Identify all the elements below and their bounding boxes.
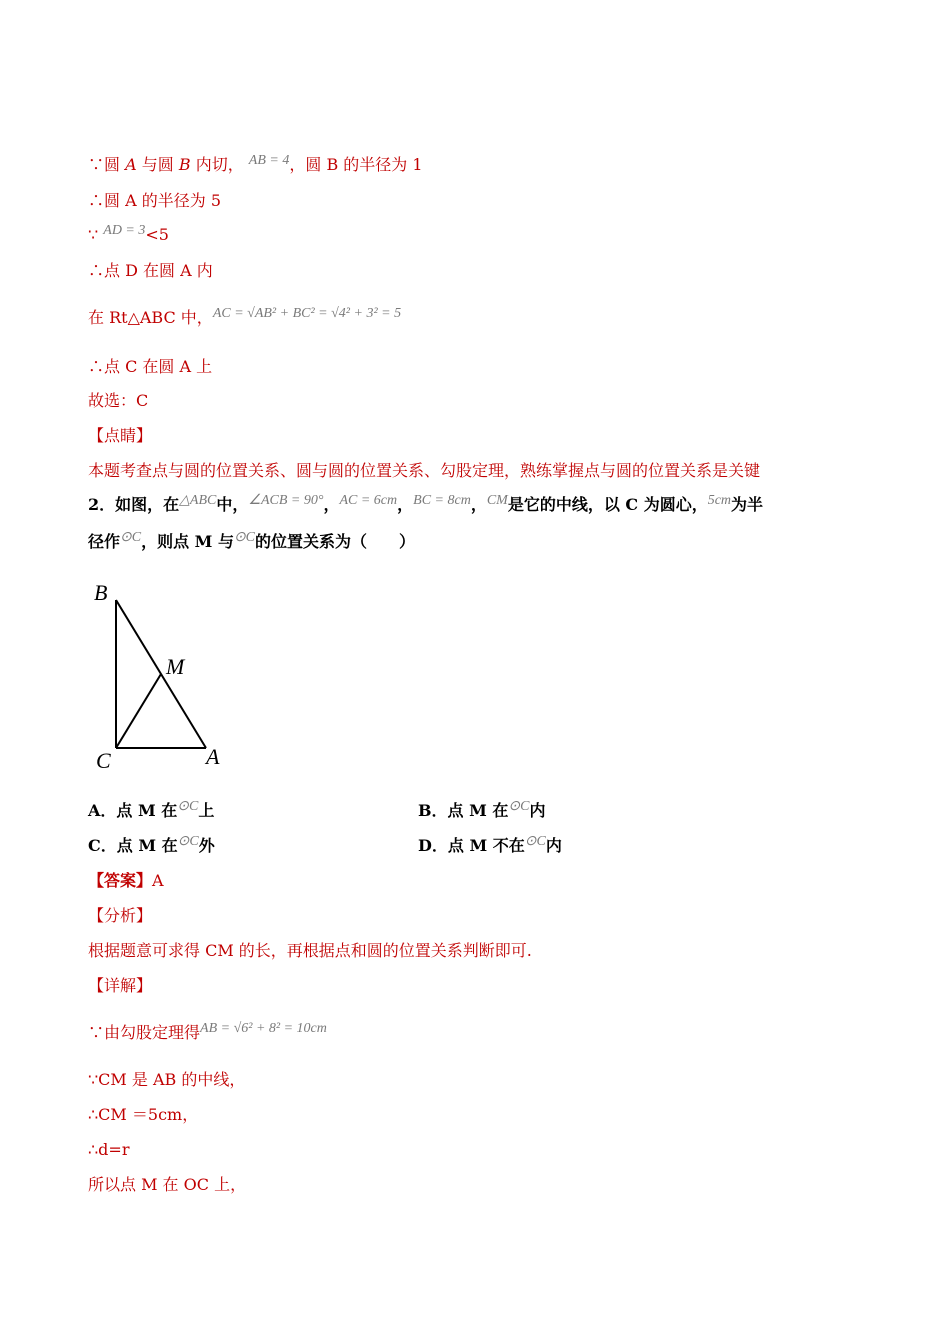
math-ac-5: AC = √AB² + BC² = √4² + 3² = 5 <box>212 306 402 321</box>
answer <box>88 870 164 892</box>
text: 内 <box>529 801 546 820</box>
text: ，则点 M 与 <box>141 532 234 551</box>
label-b: B <box>94 580 108 605</box>
text: 中， <box>216 495 249 514</box>
math: △ABC <box>179 493 217 508</box>
text: 与圆 <box>136 155 179 174</box>
option-letter: D． <box>418 836 448 855</box>
text: 点 M 不在 <box>447 836 525 855</box>
var-b: B <box>178 155 191 174</box>
text: ∵由勾股定理得 <box>88 1023 201 1042</box>
math-ab-10: AB = √6² + 8² = 10cm <box>200 1021 327 1036</box>
option-d <box>418 835 562 859</box>
analysis-text: 根据题意可求得 CM 的长，再根据点和圆的位置关系判断即可. <box>88 941 532 960</box>
text: 在 Rt△ABC 中， <box>88 308 213 327</box>
text: 的位置关系为（ ） <box>255 532 416 551</box>
option-letter: C． <box>88 836 117 855</box>
question-line-2 <box>88 531 415 555</box>
comment-text: 本题考查点与圆的位置关系、圆与圆的位置关系、勾股定理，熟练掌握点与圆的位置关系是关键 <box>88 461 761 480</box>
text: 上 <box>198 801 215 820</box>
text: 内 <box>545 836 562 855</box>
text: ∵圆 <box>88 155 126 174</box>
prev-line-1 <box>88 154 423 178</box>
text: 径作 <box>88 532 121 551</box>
option-c <box>88 835 215 859</box>
detail-line-3: ∴CM ＝5cm， <box>88 1105 199 1124</box>
analysis-label: 【分析】 <box>88 906 153 925</box>
var-a: A <box>125 155 137 174</box>
math: CM <box>486 493 508 508</box>
text: 是它的中线，以 C 为圆心， <box>507 495 708 514</box>
prev-line-3 <box>88 224 169 248</box>
text: ， <box>397 495 414 514</box>
prev-line-5 <box>88 307 401 331</box>
text: ∵ <box>88 225 104 244</box>
math: AC = 6cm <box>339 493 398 508</box>
detail-line-4: ∴d=r <box>88 1140 130 1159</box>
option-letter: A． <box>88 801 117 820</box>
text: ， <box>323 495 340 514</box>
text: 如图，在 <box>115 495 180 514</box>
triangle-figure <box>88 578 238 778</box>
detail-line-5: 所以点 M 在 OC 上， <box>88 1175 247 1194</box>
text: <5 <box>145 225 169 244</box>
math: ⊙C <box>508 799 530 814</box>
prev-line-6: ∴点 C 在圆 A 上 <box>88 357 213 376</box>
prev-line-4: ∴点 D 在圆 A 内 <box>88 261 213 280</box>
math: ⊙C <box>177 834 199 849</box>
math: ∠ACB = 90° <box>248 493 324 508</box>
answer-value: A <box>152 871 164 890</box>
math: 5cm <box>707 493 732 508</box>
comment-label: 【点睛】 <box>88 426 153 445</box>
detail-line-2: ∵CM 是 AB 的中线， <box>88 1070 246 1089</box>
prev-line-2: ∴圆 A 的半径为 5 <box>88 191 221 210</box>
text: 点 M 在 <box>116 836 178 855</box>
text: ， <box>470 495 487 514</box>
text: 外 <box>198 836 215 855</box>
question-number: 2． <box>88 495 116 514</box>
detail-line-1 <box>88 1022 327 1046</box>
math: ⊙C <box>233 530 256 545</box>
label-c: C <box>96 748 111 773</box>
math: BC = 8cm <box>413 493 471 508</box>
text: 点 M 在 <box>116 801 178 820</box>
option-letter: B． <box>418 801 448 820</box>
median-cm <box>116 674 161 748</box>
option-b <box>418 800 545 824</box>
math: ⊙C <box>524 834 546 849</box>
detail-label: 【详解】 <box>88 976 153 995</box>
text: 点 M 在 <box>447 801 509 820</box>
math: ⊙C <box>177 799 199 814</box>
question-line-1 <box>88 494 763 518</box>
math-ab-4: AB = 4 <box>248 153 290 168</box>
text: 内切， <box>190 155 244 174</box>
math-ad-3: AD = 3 <box>103 223 146 238</box>
label-a: A <box>206 744 220 769</box>
answer-label: 【答案】 <box>88 871 153 890</box>
option-a <box>88 800 214 824</box>
text: 为半 <box>731 495 764 514</box>
math: ⊙C <box>120 530 142 545</box>
label-m: M <box>166 654 185 679</box>
prev-line-7: 故选：C <box>88 391 149 410</box>
text: ，圆 B 的半径为 1 <box>289 155 423 174</box>
